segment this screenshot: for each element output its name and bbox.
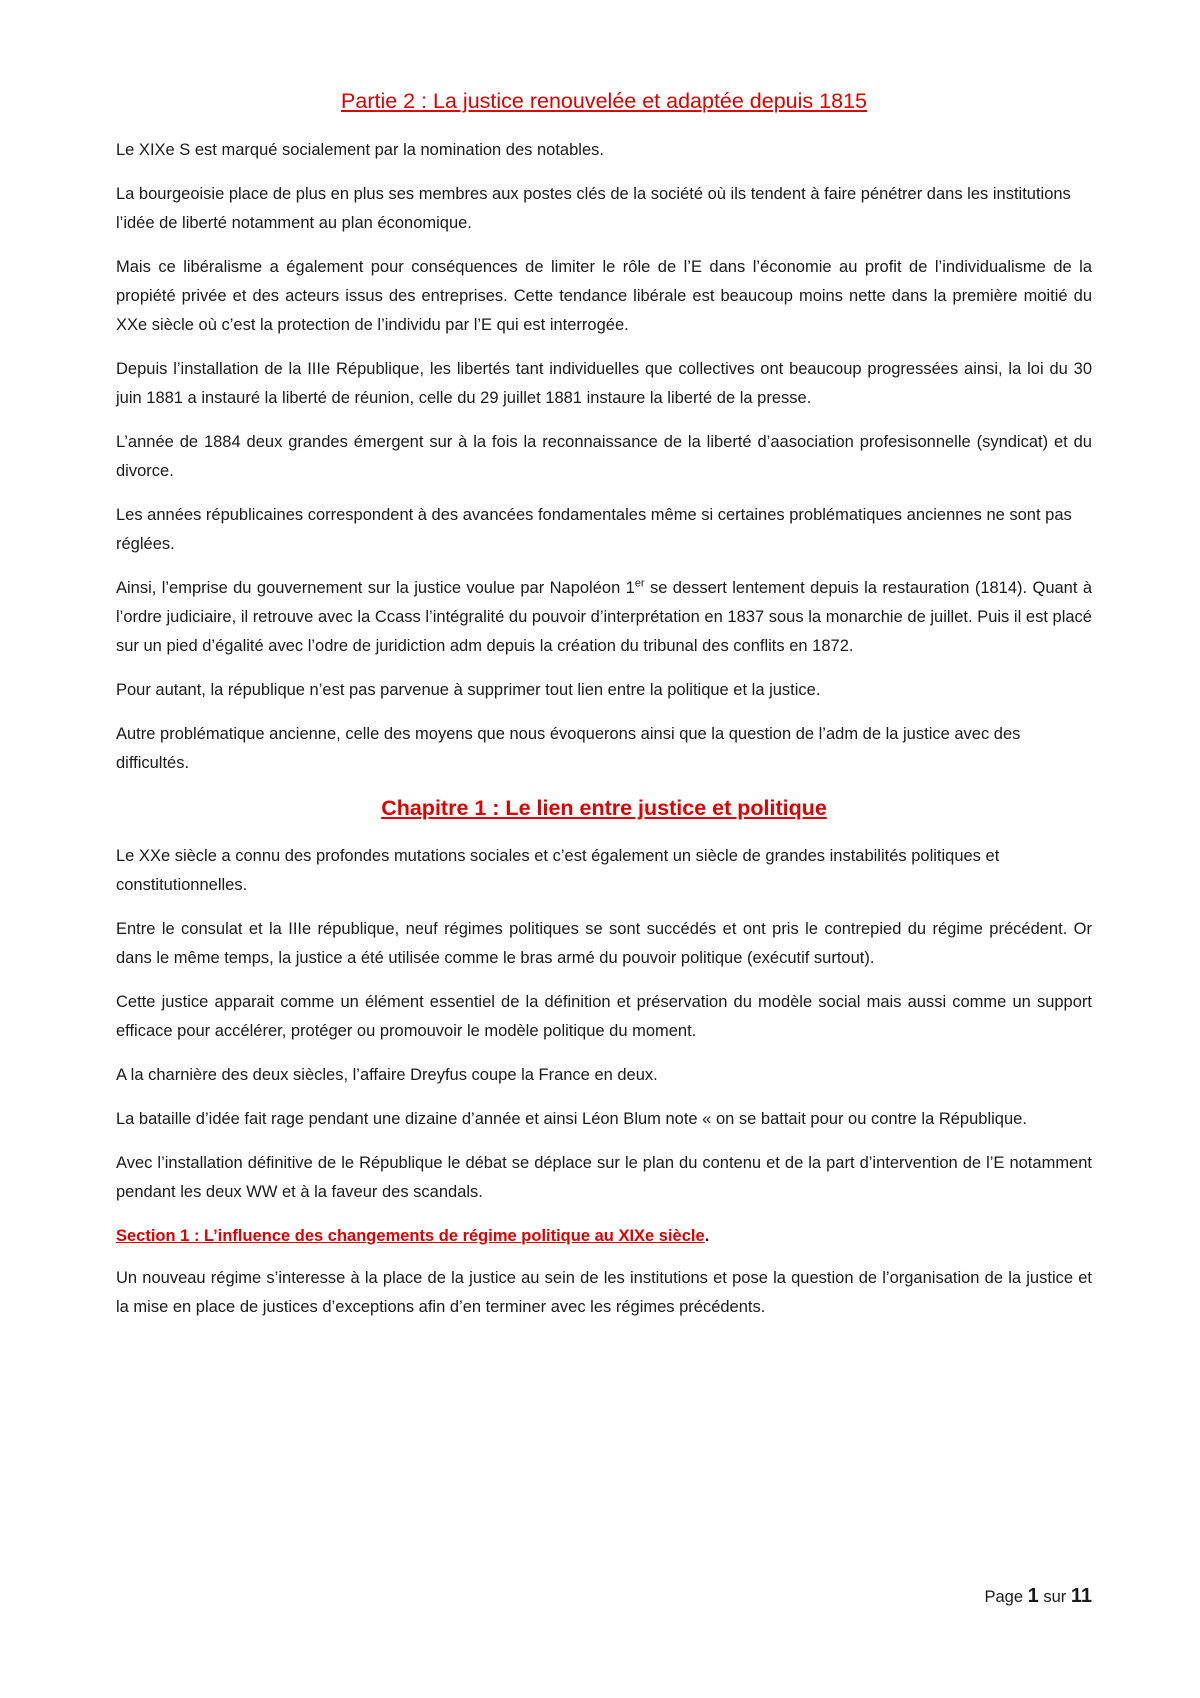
- chapter-paragraph-2: Entre le consulat et la IIIe république, neuf régimes politiques se sont succédés et ont pris le contrepied du régime précédent. Or dans le même temps, la justice a été utilisée comme le bras armé du pouvoir politique (exécutif surtout).: [116, 920, 1092, 967]
- intro-paragraph-1: Le XIXe S est marqué socialement par la nomination des notables.: [116, 141, 604, 159]
- total-pages: 11: [1070, 1585, 1092, 1607]
- chapter-title: Chapitre 1 : Le lien entre justice et politique: [381, 796, 827, 820]
- section-heading: [116, 1222, 1092, 1251]
- napoleon-text-before: Ainsi, l’emprise du gouvernement sur la justice voulue par Napoléon 1: [116, 579, 635, 597]
- intro-paragraph-4: Depuis l’installation de la IIIe République, les libertés tant individuelles que collectives ont beaucoup progressées ainsi, la loi du 30 juin 1881 a instauré la liberté de réunion, celle du 29 juillet 1881 instaure la liberté de la presse.: [116, 360, 1092, 407]
- intro-paragraph-3: Mais ce libéralisme a également pour conséquences de limiter le rôle de l’E dans l’économie au profit de l’individualisme de la propiété privée et des acteurs issus des entreprises. Cette tendance libérale est beaucoup moins nette dans la première moitié du XXe siècle où c’est la protection de l’individu par l’E qui est interrogée.: [116, 258, 1092, 334]
- after-paragraph-1: Pour autant, la république n’est pas parvenue à supprimer tout lien entre la politique et la justice.: [116, 681, 821, 699]
- chapter-paragraph-5: La bataille d’idée fait rage pendant une dizaine d’année et ainsi Léon Blum note « on se battait pour ou contre la République.: [116, 1110, 1027, 1128]
- chapter-paragraph-4: A la charnière des deux siècles, l’affaire Dreyfus coupe la France en deux.: [116, 1066, 658, 1084]
- part-title: Partie 2 : La justice renouvelée et adaptée depuis 1815: [341, 89, 867, 113]
- of-label: sur: [1043, 1588, 1067, 1606]
- chapter-paragraph-3: Cette justice apparait comme un élément essentiel de la définition et préservation du modèle social mais aussi comme un support efficace pour accélérer, protéger ou promouvoir le modèle politique du moment.: [116, 993, 1092, 1040]
- napoleon-superscript: er: [634, 577, 645, 590]
- page-number: 1: [1027, 1585, 1039, 1607]
- intro-paragraph-6: Les années républicaines correspondent à des avancées fondamentales même si certaines problématiques anciennes ne sont pas réglées.: [116, 506, 1072, 553]
- after-paragraph-2: Autre problématique ancienne, celle des moyens que nous évoquerons ainsi que la question de l’adm de la justice avec des difficultés.: [116, 725, 1021, 772]
- chapter-paragraph-6: Avec l’installation définitive de le République le débat se déplace sur le plan du contenu et de la part d’intervention de l’E notamment pendant les deux WW et à la faveur des scandals.: [116, 1154, 1092, 1201]
- page-label: Page: [984, 1588, 1024, 1606]
- napoleon-text-after: se dessert lentement depuis la restauration (1814). Quant à l’ordre judiciaire, il retrouve avec la Ccass l’intégralité du pouvoir d’interprétation en 1837 sous la monarchie de juillet. Puis il est placé sur un pied d’égalité avec l’odre de juridiction adm depuis la création du tribunal des conflits en 1872.: [116, 579, 1092, 655]
- document-page: [116, 86, 1092, 1337]
- page-footer: [984, 1585, 1092, 1608]
- intro-paragraph-5: L’année de 1884 deux grandes émergent sur à la fois la reconnaissance de la liberté d’aasociation profesisonnelle (syndicat) et du divorce.: [116, 433, 1092, 480]
- section-paragraph-1: Un nouveau régime s’interesse à la place de la justice au sein de les institutions et pose la question de l’organisation de la justice et la mise en place de justices d’exceptions afin d’en terminer avec les régimes précédents.: [116, 1269, 1092, 1316]
- intro-paragraph-2: La bourgeoisie place de plus en plus ses membres aux postes clés de la société où ils tendent à faire pénétrer dans les institutions l’idée de liberté notamment au plan économique.: [116, 185, 1071, 232]
- section-trailing-period: .: [704, 1227, 710, 1245]
- chapter-paragraph-1: Le XXe siècle a connu des profondes mutations sociales et c’est également un siècle de grandes instabilités politiques et constitutionnelles.: [116, 847, 1000, 894]
- napoleon-paragraph: [116, 574, 1092, 661]
- section-title: Section 1 : L’influence des changements de régime politique au XIXe siècle: [116, 1227, 705, 1245]
